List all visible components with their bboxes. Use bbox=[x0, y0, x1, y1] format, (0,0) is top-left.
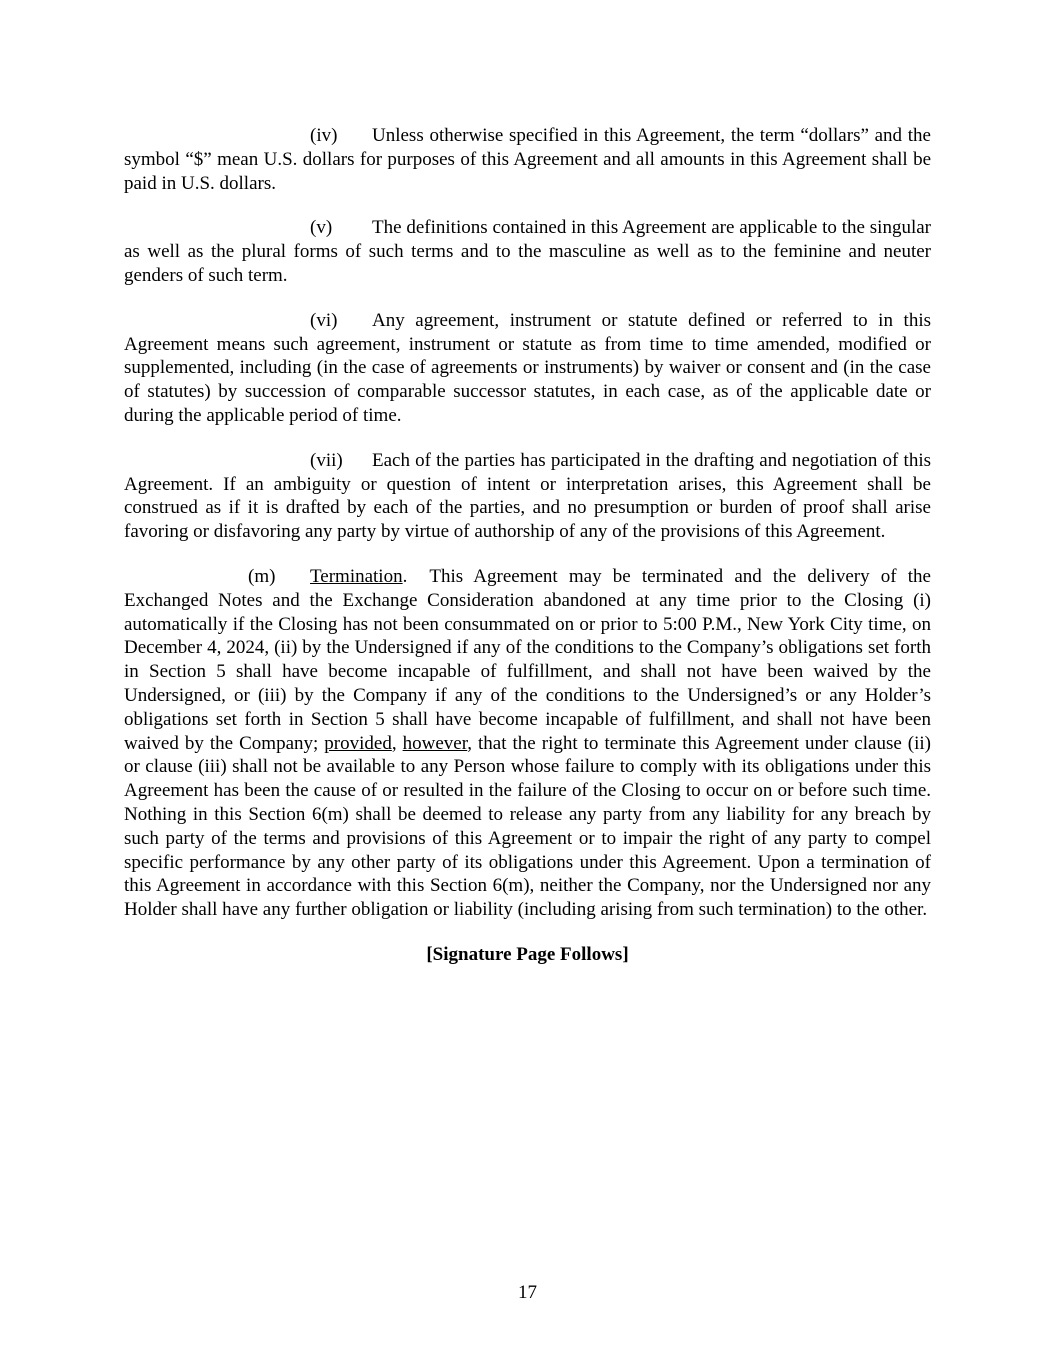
paragraph-number: (vii) bbox=[310, 449, 343, 471]
document-body bbox=[124, 124, 941, 986]
paragraph-text: Each of the parties has participated in the drafting and negotiation of this Agreement. If an ambiguity or question of intent or interpretation arises, this Agreement shall be construed as if it is drafted by each of the parties, and no presumption or burden of proof shall arise favoring or disfavoring any party by virtue of authorship of any of the provisions of this Agreement. bbox=[124, 449, 931, 543]
paragraph-m-termination bbox=[124, 565, 941, 922]
signature-page-note: [Signature Page Follows] bbox=[426, 943, 629, 965]
paragraph-text: Any agreement, instrument or statute defined or referred to in this Agreement means such agreement, instrument or statute as from time to time amended, modified or supplemented, including (in the case of agreements or instruments) by waiver or consent and (in the case of statutes) by succession of comparable successor statutes, in each case, as of the applicable date or during the applicable period of time. bbox=[124, 309, 931, 426]
paragraph-text-part-b: , that the right to terminate this Agreement under clause (ii) or clause (iii) shall not be available to any Person whose failure to comply with its obligations under this Agreement has been the cause of or resulted in the failure of the Closing to occur on or before such time. Nothing in this Section 6(m) shall be deemed to release any party from any liability for any breach by such party of the terms and provisions of this Agreement or to impair the right of any party to compel specific performance by any other party of its obligations under this Agreement. Upon a termination of this Agreement in accordance with this Section 6(m), neither the Company, nor the Undersigned nor any Holder shall have any further obligation or liability (including arising from such termination) to the other. bbox=[124, 732, 941, 921]
provided-term: provided bbox=[324, 732, 392, 754]
paragraph-vii bbox=[124, 449, 931, 544]
section-heading: Termination bbox=[310, 565, 403, 587]
paragraph-iv bbox=[124, 124, 931, 195]
page-number: 17 bbox=[518, 1282, 537, 1303]
paragraph-text-part-a: This Agreement may be terminated and the delivery of the Exchanged Notes and the Exchange Consideration abandoned at any time prior to the Closing (i) automatically if the Closing has not been consummated on or prior to 5:00 P.M., New York City time, on December 4, 2024, (ii) by the Undersigned if any of the conditions to the Company’s obligations set forth in Section 5 shall have become incapable of fulfillment, and shall not have been waived by the Undersigned, or (iii) by the Company if any of the conditions to the Undersigned’s or any Holder’s obligations set forth in Section 5 shall have become incapable of fulfillment, and shall not have been waived by the Company; bbox=[124, 565, 936, 754]
paragraph-number: (iv) bbox=[310, 125, 338, 146]
paragraph-number: (vi) bbox=[310, 309, 338, 331]
however-term: however bbox=[402, 732, 468, 754]
paragraph-vi bbox=[124, 309, 931, 428]
heading-punctuation: . bbox=[402, 565, 408, 587]
paragraph-v bbox=[124, 216, 931, 287]
paragraph-number: (v) bbox=[310, 217, 333, 239]
paragraph-text: Unless otherwise specified in this Agreement, the term “dollars” and the symbol “$” mean U.S. dollars for purposes of this Agreement and all amounts in this Agreement shall be paid in U.S. dollars. bbox=[124, 125, 931, 194]
comma-separator: , bbox=[391, 732, 403, 754]
paragraph-number: (m) bbox=[248, 565, 276, 587]
paragraph-text: The definitions contained in this Agreement are applicable to the singular as well as the plural forms of such terms and to the masculine as well as to the feminine and neuter genders of such term. bbox=[124, 217, 931, 286]
